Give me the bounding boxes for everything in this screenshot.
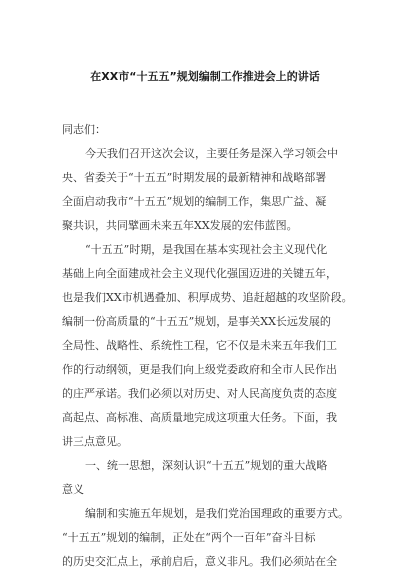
body-line: 作的行动纲领，更是我们向上级党委政府和全市人民作出 [62, 363, 337, 376]
body-line: 的庄严承诺。我们必须以对历史、对人民高度负责的态度 [62, 387, 337, 400]
body-line: 全面启动我市“十五五”规划的编制工作，集思广益、凝 [62, 195, 327, 208]
document-title: 在XX市“十五五”规划编制工作推进会上的讲话 [90, 70, 320, 83]
body-line: 央、省委关于“十五五”时期发展的最新精神和战略部署 [62, 171, 327, 184]
body-line: 高起点、高标准、高质量地完成这项重大任务。下面，我 [62, 411, 337, 424]
body-line: 基础上向全面建成社会主义现代化强国迈进的关键五年， [62, 267, 337, 280]
body-line: 也是我们XX市机遇叠加、积厚成势、追赶超越的攻坚阶段。 [62, 291, 353, 304]
body-line: 的历史交汇点上，承前启后，意义非凡。我们必须站在全 [62, 555, 337, 568]
salutation: 同志们： [62, 123, 106, 136]
body-line: 意义 [62, 483, 84, 496]
body-line: “十五五”规划的编制，正处在“两个一百年”奋斗目标 [62, 531, 316, 544]
body-line: 讲三点意见。 [62, 435, 128, 448]
body-line: 聚共识，共同擘画未来五年XX发展的宏伟蓝图。 [62, 219, 298, 232]
body-line: 一、统一思想，深刻认识“十五五”规划的重大战略 [85, 459, 328, 472]
document-body [62, 118, 362, 574]
body-line: 编制一份高质量的“十五五”规划，是事关XX长远发展的 [62, 315, 331, 328]
body-line: “十五五”时期，是我国在基本实现社会主义现代化 [85, 243, 328, 256]
body-line: 编制和实施五年规划，是我们党治国理政的重要方式。 [85, 507, 349, 520]
body-line: 今天我们召开这次会议，主要任务是深入学习领会中 [85, 147, 338, 160]
body-line: 全局性、战略性、系统性工程，它不仅是未来五年我们工 [62, 339, 337, 352]
